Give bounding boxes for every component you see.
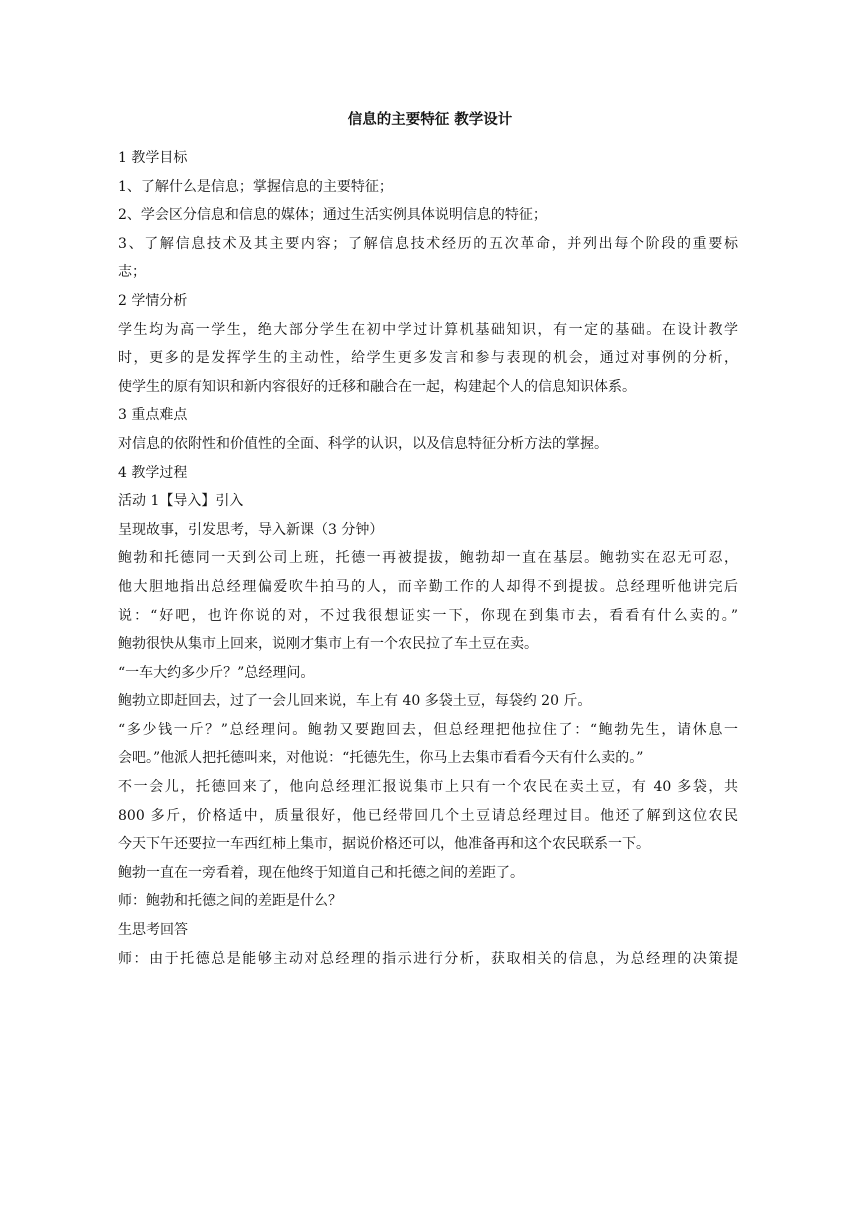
text-line: 4 教学过程 (118, 464, 188, 481)
text-line: “多少钱一斤？”总经理问。鲍勃又要跑回去，但总经理把他拉住了：“鲍勃先生，请休息一 (118, 721, 738, 738)
text-line: 对信息的依附性和价值性的全面、科学的认识，以及信息特征分析方法的掌握。 (118, 435, 608, 452)
text-line: 生思考回答 (118, 922, 188, 939)
text-line: 鲍勃立即赶回去，过了一会儿回来说，车上有 40 多袋土豆，每袋约 20 斤。 (118, 693, 592, 710)
text-line: 2 学情分析 (118, 292, 188, 309)
text-line: 师：由于托德总是能够主动对总经理的指示进行分析，获取相关的信息，为总经理的决策提 (118, 950, 738, 967)
text-line: 志； (118, 264, 146, 281)
text-line: 鲍勃很快从集市上回来，说刚才集市上有一个农民拉了车土豆在卖。 (118, 636, 538, 653)
text-line: 他大胆地指出总经理偏爱吹牛拍马的人，而辛勤工作的人却得不到提拔。总经理听他讲完后 (118, 578, 738, 595)
text-line: 时，更多的是发挥学生的主动性，给学生更多发言和参与表现的机会，通过对事例的分析， (118, 350, 738, 367)
text-line: 鲍勃一直在一旁看着，现在他终于知道自己和托德之间的差距了。 (118, 864, 524, 881)
text-line: 1 教学目标 (118, 150, 188, 166)
document-body (118, 144, 738, 973)
text-line: “一车大约多少斤？”总经理问。 (118, 664, 315, 681)
text-line: 呈现故事，引发思考，导入新课（3 分钟） (118, 521, 384, 538)
text-line: 800 多斤，价格适中，质量很好，他已经带回几个土豆请总经理过目。他还了解到这位农民 (118, 807, 738, 824)
text-line: 师：鲍勃和托德之间的差距是什么？ (118, 893, 342, 910)
text-line: 1、了解什么是信息；掌握信息的主要特征； (118, 178, 393, 195)
text-line: 说：“好吧，也许你说的对，不过我很想证实一下，你现在到集市去，看看有什么卖的。” (118, 607, 738, 624)
text-line: 使学生的原有知识和新内容很好的迁移和融合在一起，构建起个人的信息知识体系。 (118, 378, 636, 395)
text-line: 活动 1【导入】引入 (118, 493, 244, 510)
text-line: 会吧。”他派人把托德叫来，对他说：“托德先生，你马上去集市看看今天有什么卖的。” (118, 750, 644, 767)
text-line: 学生均为高一学生，绝大部分学生在初中学过计算机基础知识，有一定的基础。在设计教学 (118, 321, 738, 338)
text-line: 不一会儿，托德回来了，他向总经理汇报说集市上只有一个农民在卖土豆，有 40 多袋，共 (118, 779, 738, 796)
text-line: 鲍勃和托德同一天到公司上班，托德一再被提拔，鲍勃却一直在基层。鲍勃实在忍无可忍， (118, 550, 738, 567)
text-line: 今天下午还要拉一车西红柿上集市，据说价格还可以，他准备再和这个农民联系一下。 (118, 836, 650, 853)
text-line: 3、了解信息技术及其主要内容；了解信息技术经历的五次革命，并列出每个阶段的重要标 (118, 235, 738, 252)
document-title: 信息的主要特征 教学设计 (347, 111, 513, 128)
text-line: 3 重点难点 (118, 407, 188, 424)
text-line: 2、学会区分信息和信息的媒体；通过生活实例具体说明信息的特征； (118, 207, 547, 224)
